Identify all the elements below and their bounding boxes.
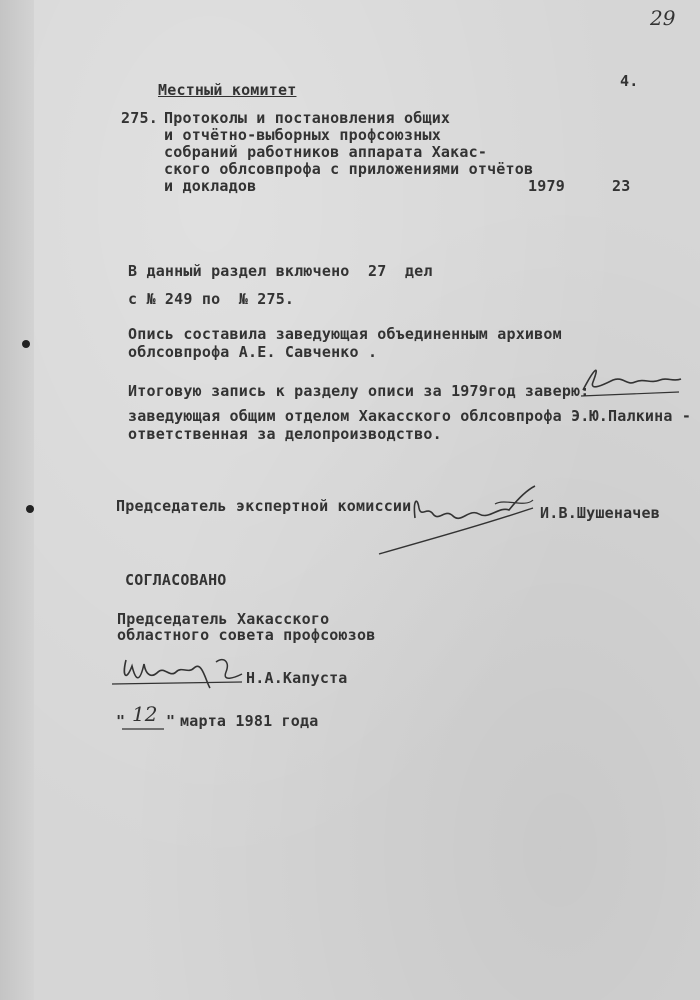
entry-line: собраний работников аппарата Хакас- (164, 143, 488, 161)
date-open-quote: " (116, 712, 126, 730)
date-day-underline (122, 726, 166, 732)
binding-hole (22, 340, 30, 348)
certified-line: Итоговую запись к разделу описи за 1979год заверю: (128, 382, 590, 400)
entry-number: 275. (121, 109, 158, 127)
entry-count: 23 (612, 177, 631, 195)
section-title: Местный комитет (158, 81, 297, 99)
date-close-quote: " (166, 712, 176, 730)
binding-margin (0, 0, 34, 1000)
page-number: 29 (650, 6, 676, 30)
entry-line: ского облсовпрофа с приложениями отчётов (164, 160, 534, 178)
date-day: 12 (132, 702, 158, 726)
chairman-label: Председатель экспертной комиссии (116, 497, 412, 515)
chairman-name: И.В.Шушеначев (540, 504, 660, 522)
compiled-line: облсовпрофа А.Е. Савченко . (128, 343, 378, 361)
section-number: 4. (620, 72, 639, 90)
shushenachev-signature (375, 478, 545, 560)
date-rest: марта 1981 года (180, 712, 319, 730)
summary-line: В данный раздел включено 27 дел (128, 262, 433, 280)
certified-line: ответственная за делопроизводство. (128, 425, 442, 443)
approved-label: СОГЛАСОВАНО (125, 571, 227, 589)
entry-line: и докладов (164, 177, 257, 195)
entry-year: 1979 (528, 177, 565, 195)
kapusta-signature (112, 652, 252, 694)
approved-line: областного совета профсоюзов (117, 626, 376, 644)
approved-name: Н.А.Капуста (246, 669, 348, 687)
summary-line: с № 249 по № 275. (128, 290, 295, 308)
approved-line: Председатель Хакасского (117, 610, 330, 628)
certified-line: заведующая общим отделом Хакасского облсовпрофа Э.Ю.Палкина - (128, 407, 692, 425)
binding-hole (26, 505, 34, 513)
entry-line: Протоколы и постановления общих (164, 109, 451, 127)
compiled-line: Опись составила заведующая объединенным архивом (128, 325, 562, 343)
palkina-signature (575, 362, 685, 402)
entry-line: и отчётно-выборных профсоюзных (164, 126, 441, 144)
